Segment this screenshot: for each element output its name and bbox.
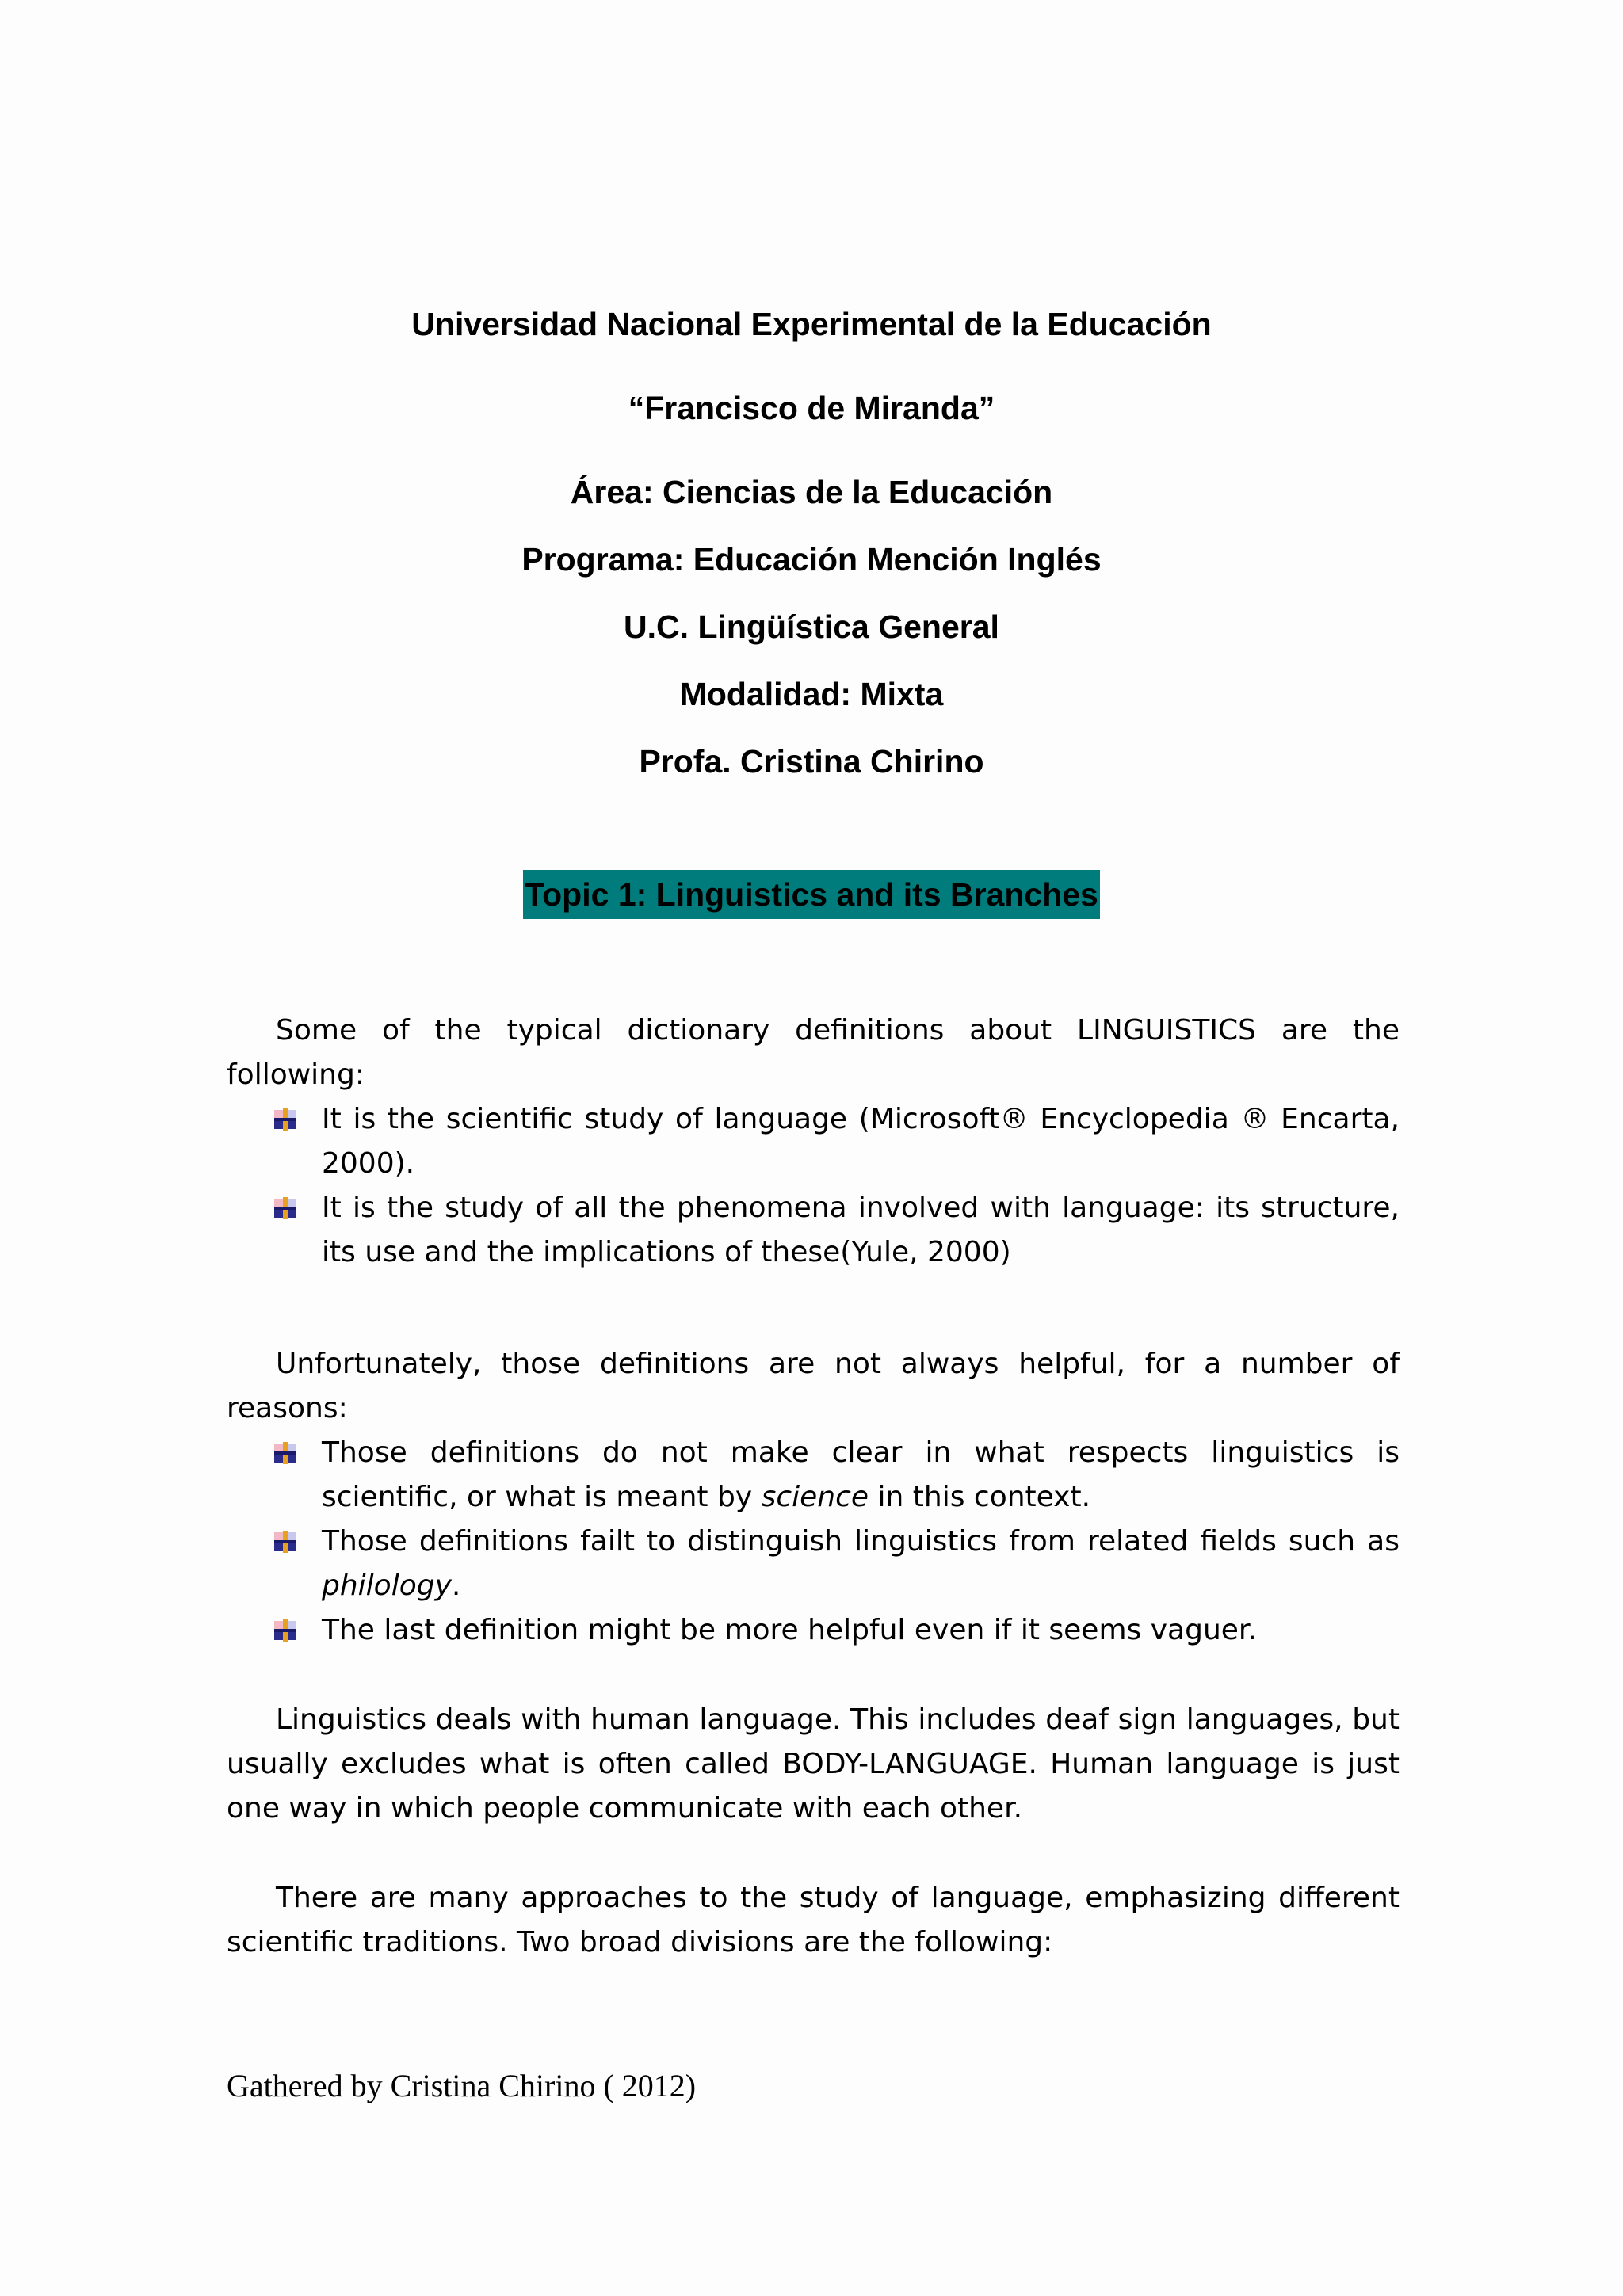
arrow-bullet-icon <box>274 1442 296 1464</box>
arrow-bullet-icon <box>274 1108 296 1131</box>
list-item-text: The last definition might be more helpful even if it seems vaguer. <box>322 1614 1257 1646</box>
list-item-text-start: Those definitions do not make clear in what respects linguistics is scientific, or what is meant by <box>322 1436 1400 1513</box>
limitations-list <box>227 1431 1400 1653</box>
section-human-language <box>227 1698 1400 1831</box>
human-language-paragraph: Linguistics deals with human language. This includes deaf sign languages, but usually excludes what is often called BODY-LANGUAGE. Human language is just one way in which people communicate with each other. <box>227 1703 1400 1825</box>
university-name: Universidad Nacional Experimental de la Educación <box>411 306 1212 342</box>
section-approaches <box>227 1876 1400 1965</box>
institution-subtitle: “Francisco de Miranda” <box>628 390 995 426</box>
definitions-list <box>227 1097 1400 1275</box>
section-definitions <box>227 1009 1400 1275</box>
approaches-paragraph: There are many approaches to the study of language, emphasizing different scientific traditions. Two broad divisions are the following: <box>227 1882 1400 1958</box>
definitions-intro: Some of the typical dictionary definitions about LINGUISTICS are the following: <box>227 1014 1400 1091</box>
course-line: U.C. Lingüística General <box>624 608 999 645</box>
arrow-bullet-icon <box>274 1197 296 1219</box>
topic-heading: Topic 1: Linguistics and its Branches <box>523 870 1100 919</box>
program-line: Programa: Educación Mención Inglés <box>521 541 1102 578</box>
list-item-text: It is the scientific study of language (Microsoft® Encyclopedia ® Encarta, 2000). <box>322 1103 1400 1180</box>
list-item <box>322 1608 1400 1653</box>
professor-line: Profa. Cristina Chirino <box>639 743 984 780</box>
emphasized-term: science <box>761 1481 869 1513</box>
topic-heading-wrapper <box>0 870 1623 919</box>
area-line: Área: Ciencias de la Educación <box>570 474 1053 510</box>
list-item-text-end: . <box>451 1569 461 1602</box>
modality-line: Modalidad: Mixta <box>679 676 944 712</box>
arrow-bullet-icon <box>274 1531 296 1553</box>
list-item <box>322 1431 1400 1520</box>
section-limitations <box>227 1342 1400 1653</box>
list-item <box>322 1097 1400 1186</box>
list-item-text-start: Those definitions failt to distinguish linguistics from related fields such as <box>322 1525 1400 1558</box>
page-footer: Gathered by Cristina Chirino ( 2012) <box>227 2068 697 2103</box>
list-item-text-end: in this context. <box>869 1481 1091 1513</box>
emphasized-term: philology <box>322 1569 452 1602</box>
list-item <box>322 1520 1400 1608</box>
arrow-bullet-icon <box>274 1619 296 1642</box>
list-item-text: It is the study of all the phenomena involved with language: its structure, its use and the implications of these(Yule, 2000) <box>322 1192 1400 1268</box>
limitations-intro: Unfortunately, those definitions are not always helpful, for a number of reasons: <box>227 1348 1400 1425</box>
list-item <box>322 1186 1400 1275</box>
